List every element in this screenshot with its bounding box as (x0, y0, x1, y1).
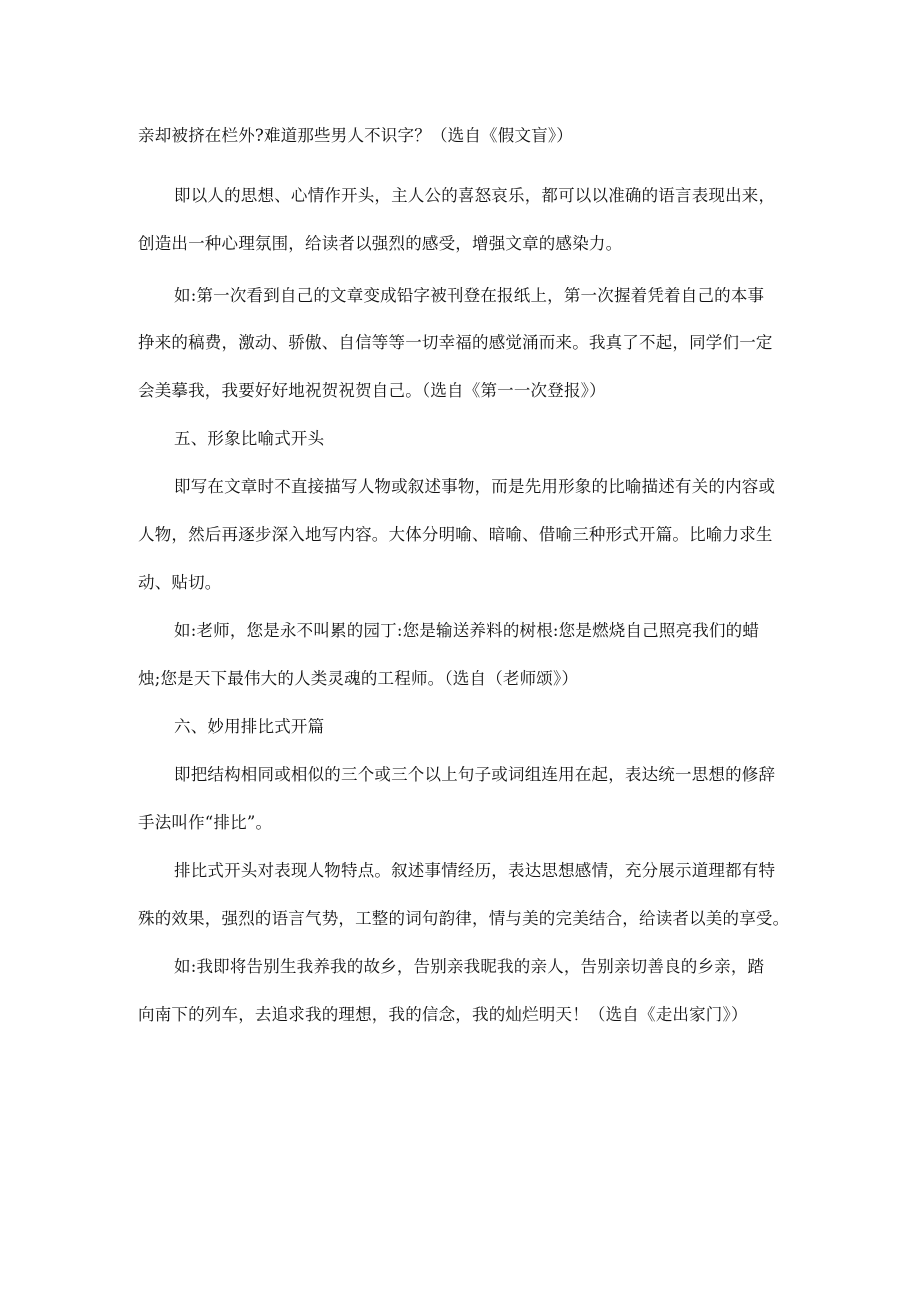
section-heading: 五、形象比喻式开头 (174, 429, 325, 448)
text-line: 即把结构相同或相似的三个或三个以上句子或词组连用在起，表达统一思想的修辞 (174, 765, 776, 784)
text-line: 即以人的思想、心情作开头，主人公的喜怒哀乐，都可以以准确的语言表现出来， (174, 186, 776, 205)
text-line: 排比式开头对表现人物特点。叙述事情经历，表达思想感情，充分展示道理都有特 (174, 861, 776, 880)
text-line: 殊的效果，强烈的语言气势，工整的词句韵律，情与美的完美结合，给读者以美的享受。 (138, 909, 790, 928)
text-line: 烛;您是天下最伟大的人类灵魂的工程师。（选自（老师颂》） (138, 669, 579, 688)
text-line: 亲却被挤在栏外?难道那些男人不识字？（选自《假文盲》） (138, 126, 573, 145)
text-line: 人物，然后再逐步深入地写内容。大体分明喻、暗喻、借喻三种形式开篇。比喻力求生 (138, 525, 773, 544)
text-line: 如:第一次看到自己的文章变成铅字被刊登在报纸上，第一次握着凭着自己的本事 (174, 286, 765, 305)
text-line: 创造出一种心理氛围，给读者以强烈的感受，增强文章的感染力。 (138, 234, 623, 253)
section-heading: 六、妙用排比式开篇 (174, 717, 325, 736)
text-line: 如:我即将告别生我养我的故乡，告别亲我昵我的亲人，告别亲切善良的乡亲，踏 (174, 957, 765, 976)
text-line: 挣来的稿费，激动、骄傲、自信等等一切幸福的感觉涌而来。我真了不起，同学们一定 (138, 333, 773, 352)
text-line: 手法叫作“排比”。 (138, 813, 273, 832)
text-line: 即写在文章时不直接描写人物或叙述事物，而是先用形象的比喻描述有关的内容或 (174, 477, 776, 496)
text-line: 向南下的列车，去追求我的理想，我的信念，我的灿烂明天！（选自《走出家门》） (138, 1005, 748, 1024)
text-line: 动、贴切。 (138, 573, 222, 592)
text-line: 会美摹我，我要好好地祝贺祝贺自己。（选自《第一一次登报》） (138, 381, 606, 400)
text-line: 如:老师，您是永不叫累的园丁:您是输送养料的树根:您是燃烧自己照亮我们的蜡 (174, 621, 760, 640)
